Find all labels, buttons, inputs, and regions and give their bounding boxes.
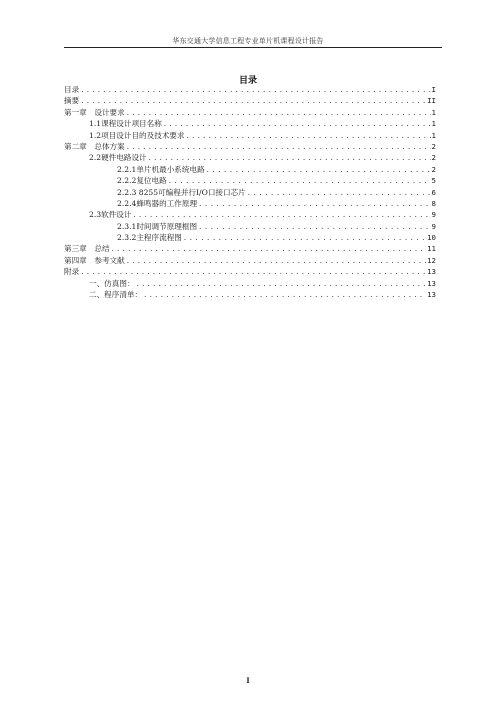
toc-entry-page: 2 xyxy=(431,153,436,163)
toc-entry[interactable] xyxy=(64,278,436,289)
toc-entry-page: 6 xyxy=(431,187,436,197)
page-header: 华东交通大学信息工程专业单片机课程设计报告 xyxy=(172,37,324,45)
toc-entry[interactable] xyxy=(64,118,436,129)
toc-entry[interactable] xyxy=(64,95,436,106)
toc-entry[interactable] xyxy=(64,255,436,266)
toc-entry[interactable] xyxy=(64,266,436,277)
toc-entry-label: 1.1课程设计项目名称 xyxy=(89,119,162,129)
toc-entry-label: 2.3软件设计 xyxy=(89,210,132,220)
toc-entry-page: 13 xyxy=(427,290,436,300)
toc-entry-page: 1 xyxy=(431,130,436,140)
toc-entry-label: 2.2硬件电路设计 xyxy=(89,153,147,163)
toc-entry-label: 2.2.4蜂鸣器的工作原理 xyxy=(117,198,198,208)
toc-entry-page: 9 xyxy=(431,221,436,231)
page-number: I xyxy=(246,676,250,685)
toc-entry[interactable] xyxy=(64,130,436,141)
toc-entry[interactable] xyxy=(64,107,436,118)
toc-entry-page: 1 xyxy=(431,119,436,129)
toc-entry-page: 1 xyxy=(431,107,436,117)
toc-entry-label: 目录 xyxy=(64,85,80,94)
toc-entry[interactable] xyxy=(64,243,436,254)
toc-entry[interactable] xyxy=(64,198,436,209)
toc-entry-page: 11 xyxy=(427,244,436,254)
toc-entry-page: I xyxy=(431,85,436,94)
toc-entry[interactable] xyxy=(64,221,436,232)
toc-entry-page: 13 xyxy=(427,278,436,288)
toc-entry-label: 第三章 总结 xyxy=(64,244,110,254)
toc-entry-page: 2 xyxy=(431,164,436,174)
toc-entry-label: 2.3.2主程序流程图 xyxy=(117,233,182,243)
toc-entry-label: 2.2.3 8255可编程并行I/O口接口芯片 xyxy=(117,187,246,197)
table-of-contents xyxy=(64,84,436,300)
toc-entry-label: 1.2项目设计目的及技术要求 xyxy=(89,130,185,140)
toc-leader-dots xyxy=(143,290,426,301)
toc-entry[interactable] xyxy=(64,232,436,243)
toc-entry[interactable] xyxy=(64,152,436,163)
toc-entry-label: 2.3.1时间调节原理框图 xyxy=(117,221,198,231)
toc-entry-label: 二、程序清单： xyxy=(89,290,143,300)
toc-entry[interactable] xyxy=(64,289,436,300)
toc-title: 目录 xyxy=(238,76,257,86)
toc-entry-label: 附录 xyxy=(64,267,80,277)
toc-entry-label: 第四章 参考文献 xyxy=(64,255,125,265)
toc-entry-page: 12 xyxy=(427,255,436,265)
toc-entry-page: 5 xyxy=(431,176,436,186)
toc-entry[interactable] xyxy=(64,141,436,152)
toc-entry-page: II xyxy=(427,96,436,106)
toc-entry-label: 一、仿真图： xyxy=(89,278,135,288)
toc-entry-label: 摘要 xyxy=(64,96,80,106)
toc-entry[interactable] xyxy=(64,175,436,186)
toc-entry[interactable] xyxy=(64,84,436,95)
toc-entry-label: 第一章 设计要求 xyxy=(64,107,125,117)
toc-entry-page: 13 xyxy=(427,267,436,277)
toc-entry-label: 第二章 总体方案 xyxy=(64,141,125,151)
header-divider xyxy=(64,47,442,48)
toc-entry[interactable] xyxy=(64,164,436,175)
toc-entry-label: 2.2.1单片机最小系统电路 xyxy=(117,164,205,174)
toc-entry-label: 2.2.2复位电路 xyxy=(117,176,167,186)
toc-entry[interactable] xyxy=(64,187,436,198)
toc-entry-page: 10 xyxy=(427,233,436,243)
toc-entry[interactable] xyxy=(64,209,436,220)
toc-entry-page: 8 xyxy=(431,198,436,208)
toc-entry-page: 9 xyxy=(431,210,436,220)
toc-entry-page: 2 xyxy=(431,141,436,151)
